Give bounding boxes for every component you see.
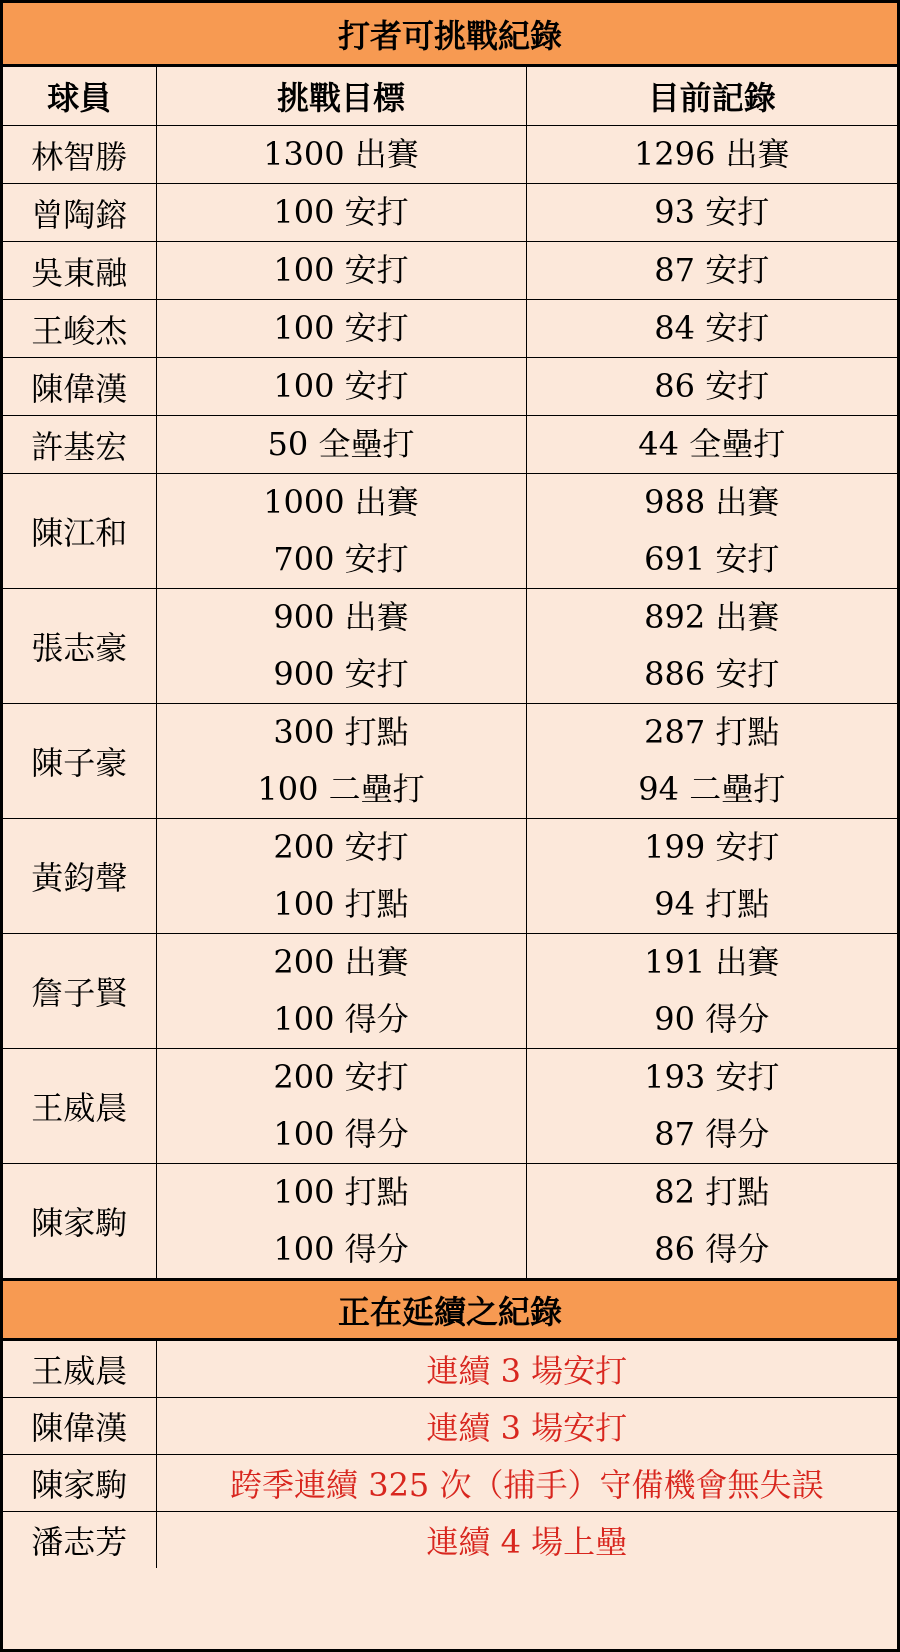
player-name: 林智勝: [3, 126, 156, 184]
target-cell: [156, 474, 526, 589]
current-cell: [526, 126, 897, 184]
streak-player: 陳偉漢: [3, 1398, 156, 1455]
target-value: 100 打點: [273, 1173, 409, 1211]
player-name: 陳子豪: [3, 704, 156, 819]
target-value: 100 安打: [273, 367, 409, 405]
target-value: 900 出賽: [273, 598, 409, 636]
target-cell: [156, 934, 526, 1049]
player-name: 王峻杰: [3, 300, 156, 358]
table-row: [3, 358, 897, 416]
table-row: [3, 934, 897, 1049]
current-value: 84 安打: [654, 309, 770, 347]
current-cell: [526, 358, 897, 416]
target-value: 100 安打: [273, 251, 409, 289]
table-row: [3, 1164, 897, 1279]
current-cell: [526, 474, 897, 589]
current-value: 1296 出賽: [633, 135, 790, 173]
current-value: 287 打點: [644, 713, 780, 751]
player-name: 吳東融: [3, 242, 156, 300]
target-value: 300 打點: [273, 713, 409, 751]
current-value: 691 安打: [644, 540, 780, 578]
target-cell: [156, 184, 526, 242]
table-row: [3, 242, 897, 300]
target-value: 100 得分: [273, 1230, 409, 1268]
current-cell: [526, 1049, 897, 1164]
current-value: 886 安打: [644, 655, 780, 693]
table-row: [3, 704, 897, 819]
target-cell: [156, 416, 526, 474]
table-row: [3, 126, 897, 184]
streak-record: 連續 4 場上壘: [156, 1512, 897, 1569]
player-name: 詹子賢: [3, 934, 156, 1049]
player-name: 陳家駒: [3, 1164, 156, 1279]
streak-record: 跨季連續 325 次（捕手）守備機會無失誤: [156, 1455, 897, 1512]
target-value: 700 安打: [273, 540, 409, 578]
table-row: [3, 474, 897, 589]
target-value: 100 安打: [273, 193, 409, 231]
target-cell: [156, 1049, 526, 1164]
current-value: 94 打點: [654, 885, 770, 923]
challenge-title: 打者可挑戰紀錄: [3, 3, 897, 67]
table-row: [3, 1049, 897, 1164]
target-cell: [156, 300, 526, 358]
table-row: [3, 184, 897, 242]
player-name: 許基宏: [3, 416, 156, 474]
target-cell: [156, 126, 526, 184]
header-row: [3, 67, 897, 126]
streak-title: 正在延續之紀錄: [3, 1278, 897, 1341]
table-row: [3, 300, 897, 358]
target-cell: [156, 704, 526, 819]
streak-row: [3, 1512, 897, 1569]
streak-row: [3, 1455, 897, 1512]
current-value: 93 安打: [654, 193, 770, 231]
current-cell: [526, 934, 897, 1049]
target-value: 200 出賽: [273, 943, 409, 981]
streak-player: 陳家駒: [3, 1455, 156, 1512]
target-value: 200 安打: [273, 828, 409, 866]
current-cell: [526, 704, 897, 819]
current-value: 87 得分: [654, 1115, 770, 1153]
current-value: 87 安打: [654, 251, 770, 289]
current-value: 86 得分: [654, 1230, 770, 1268]
challenge-table: [3, 67, 897, 1278]
target-value: 100 得分: [273, 1000, 409, 1038]
streak-table: [3, 1341, 897, 1568]
target-cell: [156, 819, 526, 934]
target-value: 100 二壘打: [257, 770, 425, 808]
current-value: 94 二壘打: [638, 770, 786, 808]
player-name: 黃鈞聲: [3, 819, 156, 934]
streak-row: [3, 1398, 897, 1455]
current-value: 199 安打: [644, 828, 780, 866]
current-value: 44 全壘打: [638, 425, 786, 463]
target-value: 100 得分: [273, 1115, 409, 1153]
header-current: 目前記錄: [526, 67, 897, 126]
current-cell: [526, 589, 897, 704]
header-target: 挑戰目標: [156, 67, 526, 126]
current-value: 988 出賽: [644, 483, 780, 521]
current-cell: [526, 416, 897, 474]
table-row: [3, 819, 897, 934]
table-row: [3, 416, 897, 474]
target-cell: [156, 358, 526, 416]
current-cell: [526, 300, 897, 358]
target-cell: [156, 589, 526, 704]
current-cell: [526, 242, 897, 300]
streak-record: 連續 3 場安打: [156, 1341, 897, 1398]
player-name: 陳江和: [3, 474, 156, 589]
player-name: 曾陶鎔: [3, 184, 156, 242]
player-name: 王威晨: [3, 1049, 156, 1164]
current-cell: [526, 184, 897, 242]
header-player: 球員: [3, 67, 156, 126]
target-value: 50 全壘打: [267, 425, 415, 463]
current-cell: [526, 819, 897, 934]
current-value: 86 安打: [654, 367, 770, 405]
current-value: 90 得分: [654, 1000, 770, 1038]
target-value: 1000 出賽: [263, 483, 419, 521]
target-value: 100 打點: [273, 885, 409, 923]
current-value: 82 打點: [654, 1173, 770, 1211]
current-value: 892 出賽: [644, 598, 780, 636]
target-value: 1300 出賽: [263, 135, 419, 173]
current-value: 193 安打: [644, 1058, 780, 1096]
streak-player: 潘志芳: [3, 1512, 156, 1569]
target-value: 900 安打: [273, 655, 409, 693]
streak-record: 連續 3 場安打: [156, 1398, 897, 1455]
streak-row: [3, 1341, 897, 1398]
target-cell: [156, 242, 526, 300]
target-cell: [156, 1164, 526, 1279]
player-name: 張志豪: [3, 589, 156, 704]
streak-player: 王威晨: [3, 1341, 156, 1398]
target-value: 100 安打: [273, 309, 409, 347]
current-cell: [526, 1164, 897, 1279]
current-value: 191 出賽: [644, 943, 780, 981]
target-value: 200 安打: [273, 1058, 409, 1096]
table-row: [3, 589, 897, 704]
player-name: 陳偉漢: [3, 358, 156, 416]
